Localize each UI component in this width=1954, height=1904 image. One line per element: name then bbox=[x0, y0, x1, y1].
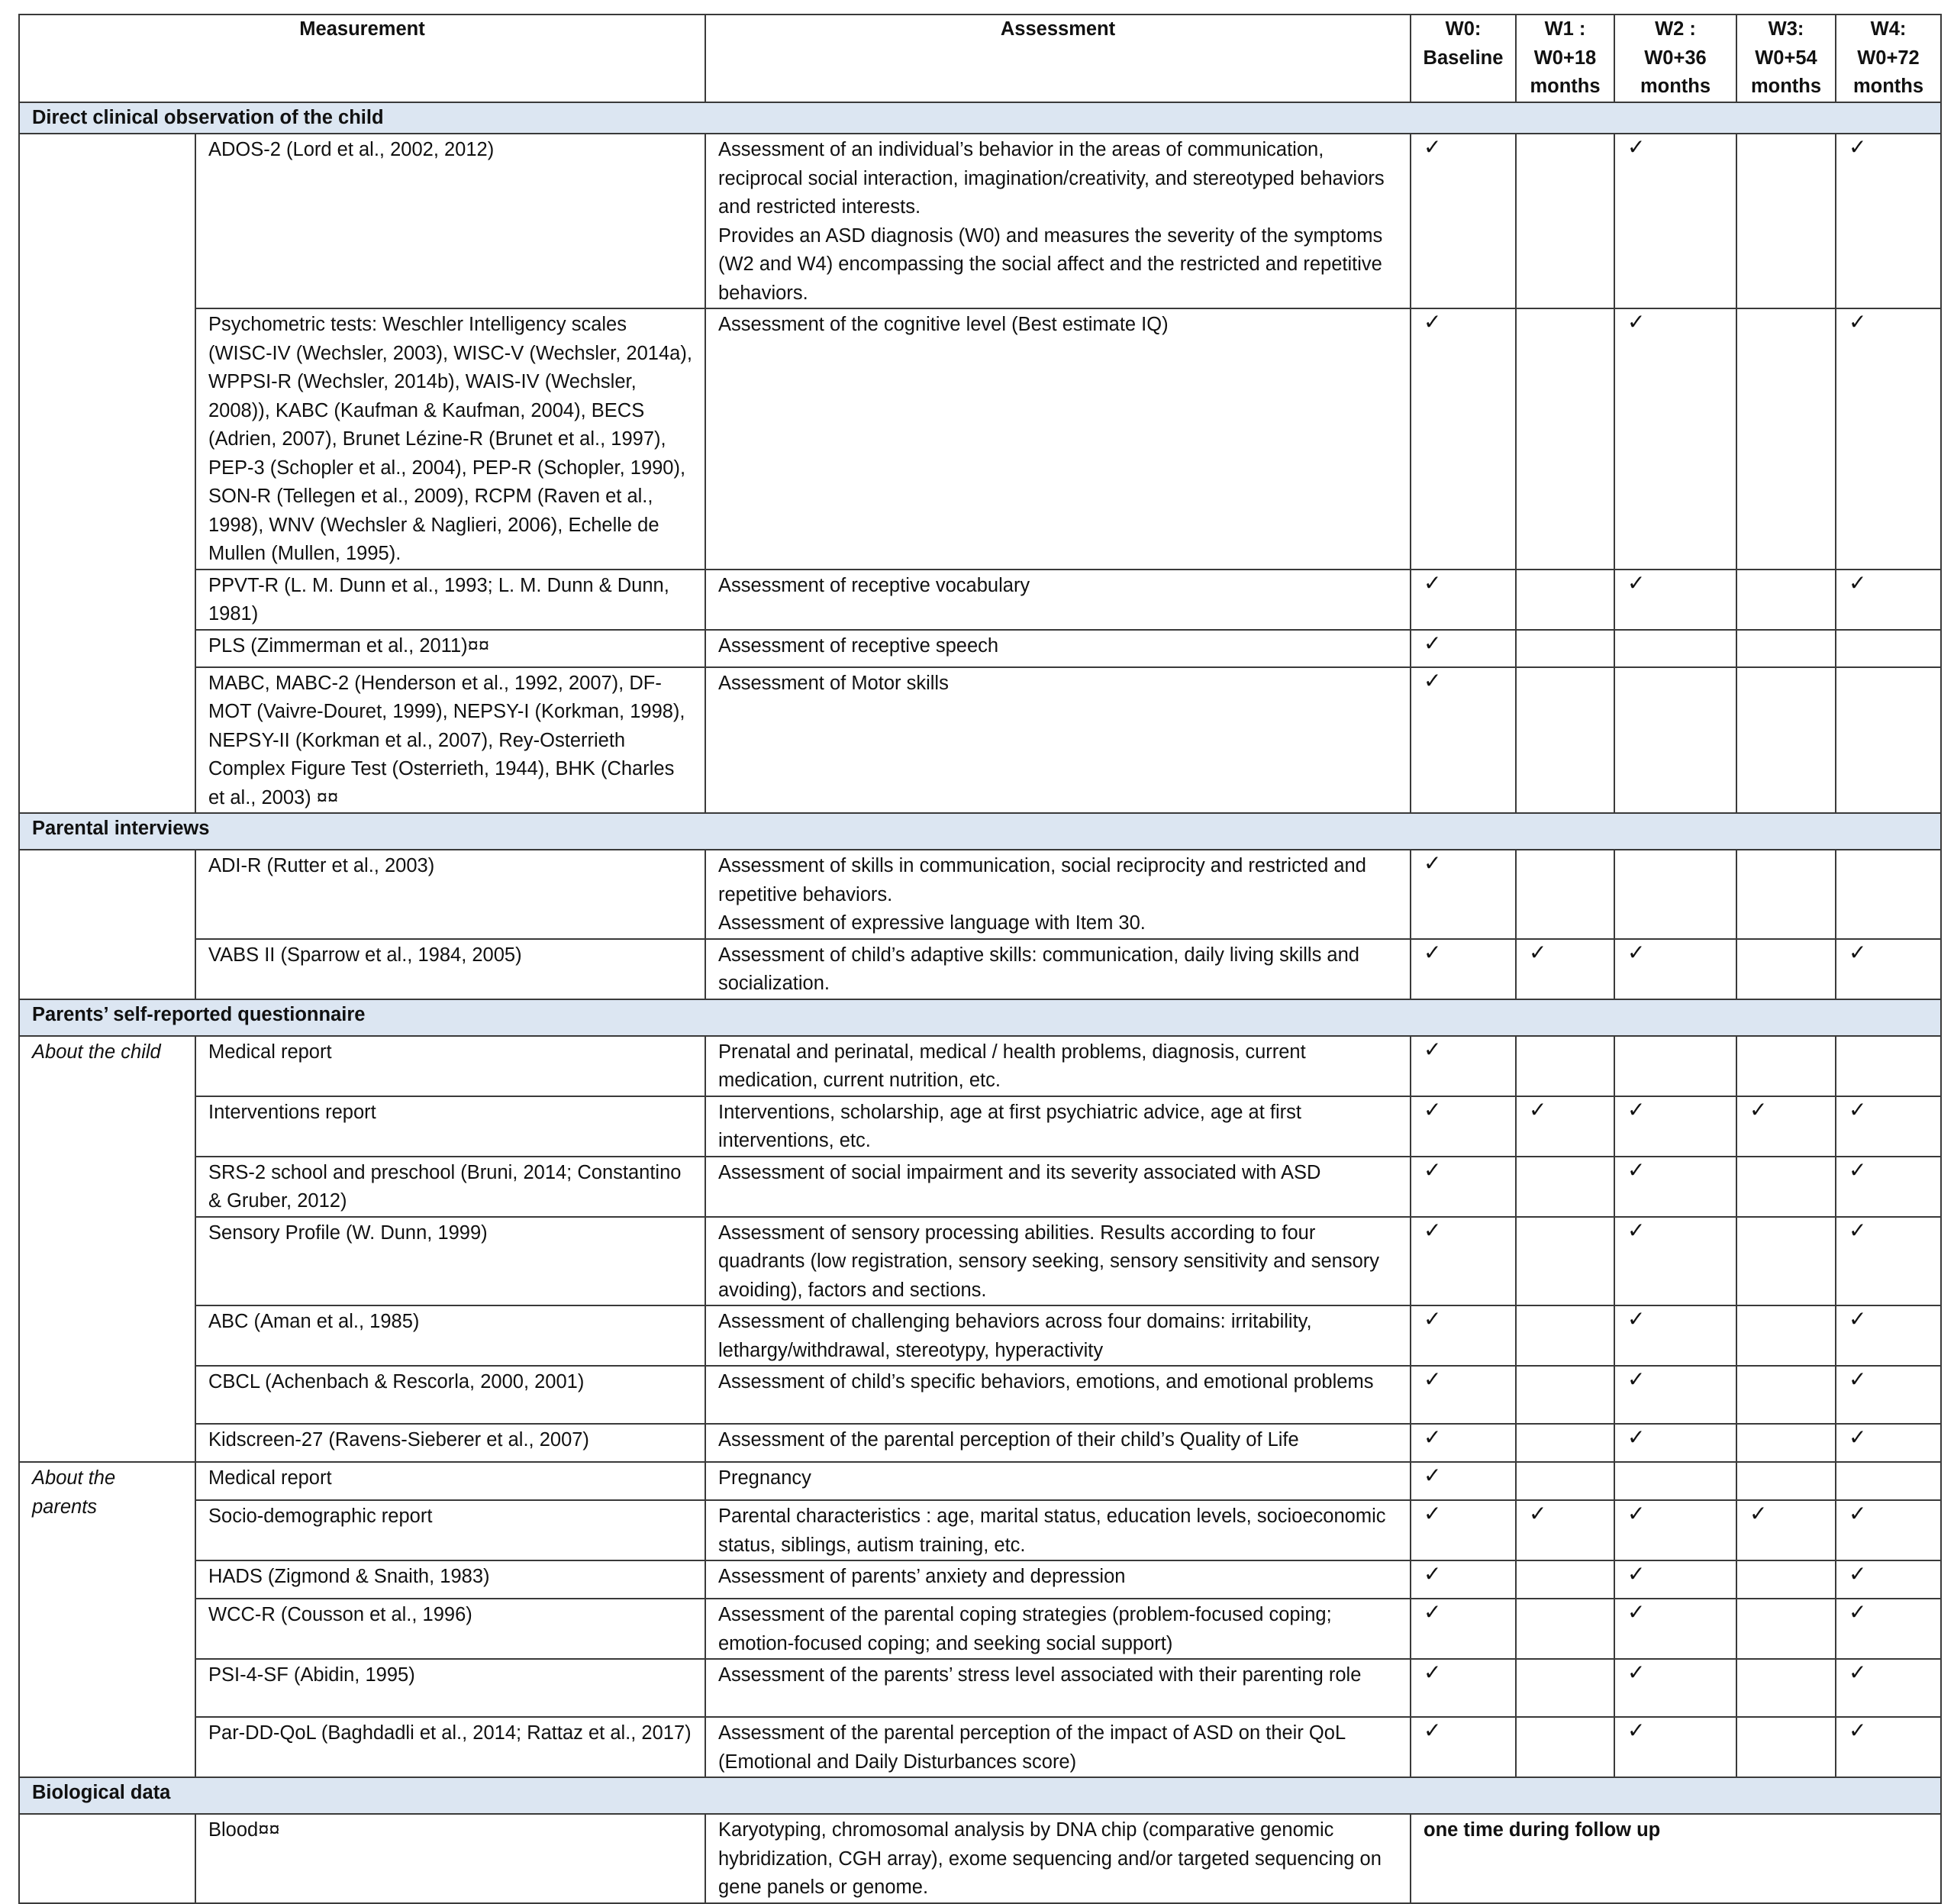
empty-cell bbox=[1736, 1036, 1836, 1096]
measurement-cell: ABC (Aman et al., 1985) bbox=[195, 1305, 705, 1366]
empty-cell bbox=[1736, 667, 1836, 814]
check-mark-icon: ✓ bbox=[1411, 1560, 1516, 1599]
empty-cell bbox=[1836, 667, 1941, 814]
table-row bbox=[19, 134, 1941, 308]
check-mark-icon: ✓ bbox=[1411, 1717, 1516, 1777]
assessment-cell: Assessment of the parental coping strategies (problem-focused coping; emotion-focused coping; and seeking social support) bbox=[705, 1599, 1411, 1659]
assessment-cell: Assessment of skills in communication, social reciprocity and restricted and repetitive behaviors. Assessment of expressive language with Item 30. bbox=[705, 850, 1411, 939]
check-mark-icon: ✓ bbox=[1516, 1096, 1614, 1157]
empty-cell bbox=[1736, 1599, 1836, 1659]
check-mark-icon: ✓ bbox=[1411, 1305, 1516, 1366]
table-row bbox=[19, 1096, 1941, 1157]
check-mark-icon: ✓ bbox=[1516, 939, 1614, 999]
section-title: Parents’ self-reported questionnaire bbox=[19, 999, 1941, 1036]
header-measurement: Measurement bbox=[19, 15, 705, 102]
empty-cell bbox=[1516, 630, 1614, 667]
group-label bbox=[19, 1814, 195, 1903]
assessment-cell: Assessment of challenging behaviors across four domains: irritability, lethargy/withdrawal, stereotypy, hyperactivity bbox=[705, 1305, 1411, 1366]
assessment-cell: Assessment of an individual’s behavior in the areas of communication, reciprocal social interaction, imagination/creativity, and stereotyped behaviors and restricted interests. Provides an ASD diagnosis (W0) and measures the severity of the symptoms (W2 and W4) encompassing the social affect and the restricted and repetitive behaviors. bbox=[705, 134, 1411, 308]
check-mark-icon: ✓ bbox=[1411, 1424, 1516, 1462]
assessment-cell: Assessment of receptive speech bbox=[705, 630, 1411, 667]
table-row bbox=[19, 1560, 1941, 1599]
assessment-cell: Karyotyping, chromosomal analysis by DNA chip (comparative genomic hybridization, CGH array), exome sequencing and/or targeted sequencing on gene panels or genome. bbox=[705, 1814, 1411, 1903]
measurement-cell: Medical report bbox=[195, 1036, 705, 1096]
empty-cell bbox=[1736, 1560, 1836, 1599]
check-mark-icon: ✓ bbox=[1516, 1500, 1614, 1560]
section-header-row bbox=[19, 1777, 1941, 1814]
check-mark-icon: ✓ bbox=[1614, 308, 1736, 570]
check-mark-icon: ✓ bbox=[1836, 1424, 1941, 1462]
check-mark-icon: ✓ bbox=[1411, 1500, 1516, 1560]
assessment-cell: Assessment of sensory processing abilities. Results according to four quadrants (low registration, sensory seeking, sensory sensitivity and sensory avoiding), factors and sections. bbox=[705, 1217, 1411, 1306]
empty-cell bbox=[1516, 1717, 1614, 1777]
group-label bbox=[19, 134, 195, 813]
table-row bbox=[19, 1157, 1941, 1217]
empty-cell bbox=[1614, 667, 1736, 814]
empty-cell bbox=[1614, 630, 1736, 667]
assessment-cell: Assessment of social impairment and its severity associated with ASD bbox=[705, 1157, 1411, 1217]
empty-cell bbox=[1516, 1560, 1614, 1599]
empty-cell bbox=[1736, 1217, 1836, 1306]
check-mark-icon: ✓ bbox=[1411, 939, 1516, 999]
check-mark-icon: ✓ bbox=[1411, 308, 1516, 570]
check-mark-icon: ✓ bbox=[1836, 939, 1941, 999]
check-mark-icon: ✓ bbox=[1614, 1157, 1736, 1217]
check-mark-icon: ✓ bbox=[1836, 1717, 1941, 1777]
check-mark-icon: ✓ bbox=[1836, 570, 1941, 630]
measurement-cell: Interventions report bbox=[195, 1096, 705, 1157]
measurement-cell: Par-DD-QoL (Baghdadli et al., 2014; Rattaz et al., 2017) bbox=[195, 1717, 705, 1777]
header-wave: W0: Baseline bbox=[1411, 15, 1516, 102]
measurement-cell: Medical report bbox=[195, 1462, 705, 1500]
empty-cell bbox=[1836, 1462, 1941, 1500]
check-mark-icon: ✓ bbox=[1614, 134, 1736, 308]
assessment-cell: Assessment of the parents’ stress level associated with their parenting role bbox=[705, 1659, 1411, 1717]
check-mark-icon: ✓ bbox=[1836, 1305, 1941, 1366]
group-label bbox=[19, 850, 195, 999]
table-row bbox=[19, 1462, 1941, 1500]
table-row bbox=[19, 630, 1941, 667]
check-mark-icon: ✓ bbox=[1411, 1462, 1516, 1500]
check-mark-icon: ✓ bbox=[1614, 1366, 1736, 1424]
table-row bbox=[19, 1717, 1941, 1777]
empty-cell bbox=[1516, 1305, 1614, 1366]
check-mark-icon: ✓ bbox=[1411, 1366, 1516, 1424]
empty-cell bbox=[1836, 1036, 1941, 1096]
measurement-cell: HADS (Zigmond & Snaith, 1983) bbox=[195, 1560, 705, 1599]
check-mark-icon: ✓ bbox=[1614, 1500, 1736, 1560]
table-row bbox=[19, 1036, 1941, 1096]
empty-cell bbox=[1736, 939, 1836, 999]
measurement-cell: PSI-4-SF (Abidin, 1995) bbox=[195, 1659, 705, 1717]
empty-cell bbox=[1516, 1036, 1614, 1096]
measurement-cell: Psychometric tests: Weschler Intelligency scales (WISC-IV (Wechsler, 2003), WISC-V (Wechsler, 2014a), WPPSI-R (Wechsler, 2014b), WAIS-IV (Wechsler, 2008)), KABC (Kaufman & Kaufman, 2004), BECS (Adrien, 2007), Brunet Lézine-R (Brunet et al., 1997), PEP-3 (Schopler et al., 2004), PEP-R (Schopler, 1990), SON-R (Tellegen et al., 2009), RCPM (Raven et al., 1998), WNV (Wechsler & Naglieri, 2006), Echelle de Mullen (Mullen, 1995). bbox=[195, 308, 705, 570]
empty-cell bbox=[1736, 1424, 1836, 1462]
empty-cell bbox=[1614, 1462, 1736, 1500]
empty-cell bbox=[1516, 134, 1614, 308]
empty-cell bbox=[1736, 134, 1836, 308]
empty-cell bbox=[1836, 630, 1941, 667]
measurement-cell: ADI-R (Rutter et al., 2003) bbox=[195, 850, 705, 939]
check-mark-icon: ✓ bbox=[1836, 1500, 1941, 1560]
check-mark-icon: ✓ bbox=[1614, 1096, 1736, 1157]
check-mark-icon: ✓ bbox=[1614, 1424, 1736, 1462]
check-mark-icon: ✓ bbox=[1411, 1157, 1516, 1217]
check-mark-icon: ✓ bbox=[1836, 1659, 1941, 1717]
empty-cell bbox=[1736, 308, 1836, 570]
table-row bbox=[19, 939, 1941, 999]
check-mark-icon: ✓ bbox=[1836, 134, 1941, 308]
check-mark-icon: ✓ bbox=[1411, 1217, 1516, 1306]
table-row bbox=[19, 1424, 1941, 1462]
check-mark-icon: ✓ bbox=[1411, 134, 1516, 308]
empty-cell bbox=[1516, 1659, 1614, 1717]
section-title: Direct clinical observation of the child bbox=[19, 102, 1941, 134]
empty-cell bbox=[1614, 850, 1736, 939]
empty-cell bbox=[1516, 1599, 1614, 1659]
table-row bbox=[19, 1217, 1941, 1306]
empty-cell bbox=[1736, 630, 1836, 667]
table-body bbox=[19, 102, 1941, 1903]
assessment-cell: Assessment of child’s adaptive skills: communication, daily living skills and socialization. bbox=[705, 939, 1411, 999]
measurement-cell: Socio-demographic report bbox=[195, 1500, 705, 1560]
check-mark-icon: ✓ bbox=[1411, 1599, 1516, 1659]
measurement-cell: SRS-2 school and preschool (Bruni, 2014; Constantino & Gruber, 2012) bbox=[195, 1157, 705, 1217]
assessment-cell: Prenatal and perinatal, medical / health problems, diagnosis, current medication, current nutrition, etc. bbox=[705, 1036, 1411, 1096]
check-mark-icon: ✓ bbox=[1614, 1217, 1736, 1306]
check-mark-icon: ✓ bbox=[1836, 1560, 1941, 1599]
measurement-cell: Kidscreen-27 (Ravens-Sieberer et al., 2007) bbox=[195, 1424, 705, 1462]
check-mark-icon: ✓ bbox=[1836, 1599, 1941, 1659]
check-mark-icon: ✓ bbox=[1411, 1096, 1516, 1157]
section-header-row bbox=[19, 999, 1941, 1036]
group-label: About the child bbox=[19, 1036, 195, 1463]
empty-cell bbox=[1736, 1366, 1836, 1424]
header-assessment: Assessment bbox=[705, 15, 1411, 102]
measurement-cell: MABC, MABC-2 (Henderson et al., 1992, 2007), DF-MOT (Vaivre-Douret, 1999), NEPSY-I (Korkman, 1998), NEPSY-II (Korkman et al., 2007), Rey-Osterrieth Complex Figure Test (Osterrieth, 1944), BHK (Charles et al., 2003) ¤¤ bbox=[195, 667, 705, 814]
empty-cell bbox=[1516, 1157, 1614, 1217]
section-header-row bbox=[19, 813, 1941, 850]
empty-cell bbox=[1516, 1217, 1614, 1306]
empty-cell bbox=[1516, 1366, 1614, 1424]
follow-up-note: one time during follow up bbox=[1411, 1814, 1941, 1903]
empty-cell bbox=[1516, 850, 1614, 939]
check-mark-icon: ✓ bbox=[1614, 1717, 1736, 1777]
table-row bbox=[19, 1500, 1941, 1560]
section-title: Parental interviews bbox=[19, 813, 1941, 850]
check-mark-icon: ✓ bbox=[1614, 570, 1736, 630]
measurement-cell: WCC-R (Cousson et al., 1996) bbox=[195, 1599, 705, 1659]
table-row bbox=[19, 850, 1941, 939]
table-row bbox=[19, 1659, 1941, 1717]
assessment-cell: Interventions, scholarship, age at first psychiatric advice, age at first interventions, etc. bbox=[705, 1096, 1411, 1157]
check-mark-icon: ✓ bbox=[1614, 1659, 1736, 1717]
group-label: About the parents bbox=[19, 1462, 195, 1777]
table-row bbox=[19, 1599, 1941, 1659]
check-mark-icon: ✓ bbox=[1411, 667, 1516, 814]
assessment-cell: Assessment of Motor skills bbox=[705, 667, 1411, 814]
header-wave: W4: W0+72 months bbox=[1836, 15, 1941, 102]
table-row bbox=[19, 1366, 1941, 1424]
empty-cell bbox=[1516, 1424, 1614, 1462]
header-wave: W1 : W0+18 months bbox=[1516, 15, 1614, 102]
check-mark-icon: ✓ bbox=[1614, 939, 1736, 999]
measurement-cell: Blood¤¤ bbox=[195, 1814, 705, 1903]
header-wave: W2 : W0+36 months bbox=[1614, 15, 1736, 102]
empty-cell bbox=[1516, 308, 1614, 570]
empty-cell bbox=[1736, 1462, 1836, 1500]
empty-cell bbox=[1736, 850, 1836, 939]
check-mark-icon: ✓ bbox=[1411, 1036, 1516, 1096]
header-row bbox=[19, 15, 1941, 102]
empty-cell bbox=[1836, 850, 1941, 939]
table-row bbox=[19, 308, 1941, 570]
measurement-cell: VABS II (Sparrow et al., 1984, 2005) bbox=[195, 939, 705, 999]
assessment-cell: Pregnancy bbox=[705, 1462, 1411, 1500]
measurement-cell: CBCL (Achenbach & Rescorla, 2000, 2001) bbox=[195, 1366, 705, 1424]
empty-cell bbox=[1516, 667, 1614, 814]
assessment-cell: Assessment of the parental perception of the impact of ASD on their QoL (Emotional and Daily Disturbances score) bbox=[705, 1717, 1411, 1777]
assessment-cell: Assessment of receptive vocabulary bbox=[705, 570, 1411, 630]
check-mark-icon: ✓ bbox=[1836, 1096, 1941, 1157]
empty-cell bbox=[1736, 1717, 1836, 1777]
check-mark-icon: ✓ bbox=[1836, 1217, 1941, 1306]
assessment-cell: Assessment of the cognitive level (Best estimate IQ) bbox=[705, 308, 1411, 570]
table-row bbox=[19, 1814, 1941, 1903]
check-mark-icon: ✓ bbox=[1411, 630, 1516, 667]
section-header-row bbox=[19, 102, 1941, 134]
empty-cell bbox=[1736, 1659, 1836, 1717]
empty-cell bbox=[1614, 1036, 1736, 1096]
check-mark-icon: ✓ bbox=[1736, 1096, 1836, 1157]
empty-cell bbox=[1736, 570, 1836, 630]
assessment-cell: Parental characteristics : age, marital status, education levels, socioeconomic status, siblings, autism training, etc. bbox=[705, 1500, 1411, 1560]
check-mark-icon: ✓ bbox=[1411, 1659, 1516, 1717]
check-mark-icon: ✓ bbox=[1411, 570, 1516, 630]
measurement-cell: Sensory Profile (W. Dunn, 1999) bbox=[195, 1217, 705, 1306]
check-mark-icon: ✓ bbox=[1836, 1157, 1941, 1217]
check-mark-icon: ✓ bbox=[1411, 850, 1516, 939]
check-mark-icon: ✓ bbox=[1836, 1366, 1941, 1424]
assessment-cell: Assessment of child’s specific behaviors, emotions, and emotional problems bbox=[705, 1366, 1411, 1424]
empty-cell bbox=[1736, 1157, 1836, 1217]
header-wave: W3: W0+54 months bbox=[1736, 15, 1836, 102]
assessment-table bbox=[18, 14, 1942, 1904]
table-row bbox=[19, 667, 1941, 814]
empty-cell bbox=[1736, 1305, 1836, 1366]
empty-cell bbox=[1516, 1462, 1614, 1500]
table-row bbox=[19, 570, 1941, 630]
assessment-cell: Assessment of the parental perception of their child’s Quality of Life bbox=[705, 1424, 1411, 1462]
check-mark-icon: ✓ bbox=[1614, 1599, 1736, 1659]
measurement-cell: ADOS-2 (Lord et al., 2002, 2012) bbox=[195, 134, 705, 308]
table-row bbox=[19, 1305, 1941, 1366]
check-mark-icon: ✓ bbox=[1614, 1560, 1736, 1599]
empty-cell bbox=[1516, 570, 1614, 630]
assessment-cell: Assessment of parents’ anxiety and depression bbox=[705, 1560, 1411, 1599]
section-title: Biological data bbox=[19, 1777, 1941, 1814]
check-mark-icon: ✓ bbox=[1614, 1305, 1736, 1366]
measurement-cell: PLS (Zimmerman et al., 2011)¤¤ bbox=[195, 630, 705, 667]
measurement-cell: PPVT-R (L. M. Dunn et al., 1993; L. M. Dunn & Dunn, 1981) bbox=[195, 570, 705, 630]
check-mark-icon: ✓ bbox=[1736, 1500, 1836, 1560]
check-mark-icon: ✓ bbox=[1836, 308, 1941, 570]
